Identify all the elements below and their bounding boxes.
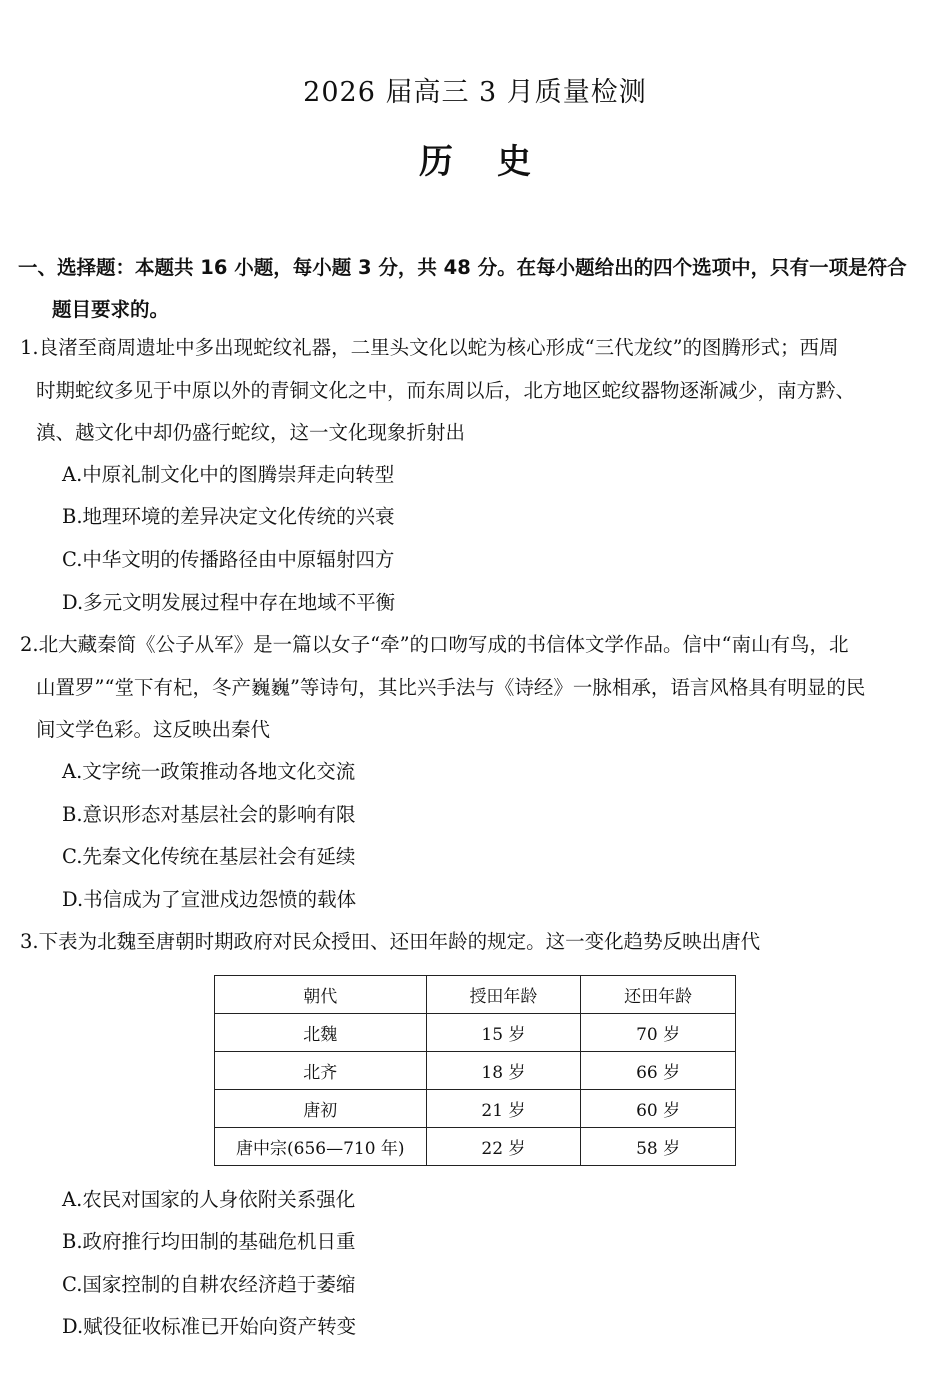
section-header-line-2: 题目要求的。: [52, 298, 170, 321]
q1-option-c[interactable]: C.中华文明的传播路径由中原辐射四方: [62, 548, 395, 571]
table-row: [215, 1128, 736, 1166]
table-row: [215, 1014, 736, 1052]
table-row: [215, 1052, 736, 1090]
q2-stem-line-3: 间文学色彩。这反映出秦代: [36, 718, 271, 741]
q1-stem-line-2: 时期蛇纹多见于中原以外的青铜文化之中，而东周以后，北方地区蛇纹器物逐渐减少，南方黔、: [36, 379, 856, 402]
q1-option-d[interactable]: D.多元文明发展过程中存在地域不平衡: [62, 591, 396, 614]
section-header-line-1: 一、选择题：本题共 16 小题，每小题 3 分，共 48 分。在每小题给出的四个选项中，只有一项是符合: [18, 256, 907, 279]
table-header-cell: 授田年龄: [426, 976, 581, 1014]
subject-title: 历史: [419, 142, 575, 182]
table-row: [215, 1090, 736, 1128]
q2-option-b[interactable]: B.意识形态对基层社会的影响有限: [62, 803, 356, 826]
q2-option-d[interactable]: D.书信成为了宣泄戍边怨愤的载体: [62, 888, 357, 911]
q2-option-a[interactable]: A.文字统一政策推动各地文化交流: [62, 760, 356, 783]
q3-stem-line-1: 3.下表为北魏至唐朝时期政府对民众授田、还田年龄的规定。这一变化趋势反映出唐代: [20, 930, 761, 953]
q1-stem-line-1: 1.良渚至商周遗址中多出现蛇纹礼器，二里头文化以蛇为核心形成“三代龙纹”的图腾形式；西周: [20, 336, 839, 359]
table-cell: 21 岁: [426, 1090, 581, 1128]
table-cell: 北魏: [215, 1014, 427, 1052]
q3-option-d[interactable]: D.赋役征收标准已开始向资产转变: [62, 1315, 357, 1338]
q2-stem-line-1: 2.北大藏秦简《公子从军》是一篇以女子“牵”的口吻写成的书信体文学作品。信中“南山有鸟，北: [20, 633, 849, 656]
table-header-cell: 朝代: [215, 976, 427, 1014]
table-cell: 66 岁: [581, 1052, 736, 1090]
table-cell: 唐初: [215, 1090, 427, 1128]
table-header-row: [215, 976, 736, 1014]
table-cell: 22 岁: [426, 1128, 581, 1166]
table-cell: 58 岁: [581, 1128, 736, 1166]
table-cell: 15 岁: [426, 1014, 581, 1052]
exam-title: 2026 届高三 3 月质量检测: [303, 77, 647, 108]
table-cell: 60 岁: [581, 1090, 736, 1128]
table-cell: 18 岁: [426, 1052, 581, 1090]
q2-option-c[interactable]: C.先秦文化传统在基层社会有延续: [62, 845, 356, 868]
table-header-cell: 还田年龄: [581, 976, 736, 1014]
q1-option-b[interactable]: B.地理环境的差异决定文化传统的兴衰: [62, 505, 395, 528]
table-cell: 北齐: [215, 1052, 427, 1090]
q1-option-a[interactable]: A.中原礼制文化中的图腾崇拜走向转型: [62, 463, 395, 486]
land-age-table: [214, 975, 736, 1166]
q3-option-c[interactable]: C.国家控制的自耕农经济趋于萎缩: [62, 1273, 356, 1296]
table-cell: 唐中宗(656—710 年): [215, 1128, 427, 1166]
q1-stem-line-3: 滇、越文化中却仍盛行蛇纹，这一文化现象折射出: [36, 421, 466, 444]
table-cell: 70 岁: [581, 1014, 736, 1052]
q3-option-b[interactable]: B.政府推行均田制的基础危机日重: [62, 1230, 356, 1253]
q3-option-a[interactable]: A.农民对国家的人身依附关系强化: [62, 1188, 356, 1211]
q2-stem-line-2: 山置罗”“堂下有杞，冬产巍巍”等诗句，其比兴手法与《诗经》一脉相承，语言风格具有明显的民: [36, 676, 866, 699]
section-header: [18, 247, 938, 331]
